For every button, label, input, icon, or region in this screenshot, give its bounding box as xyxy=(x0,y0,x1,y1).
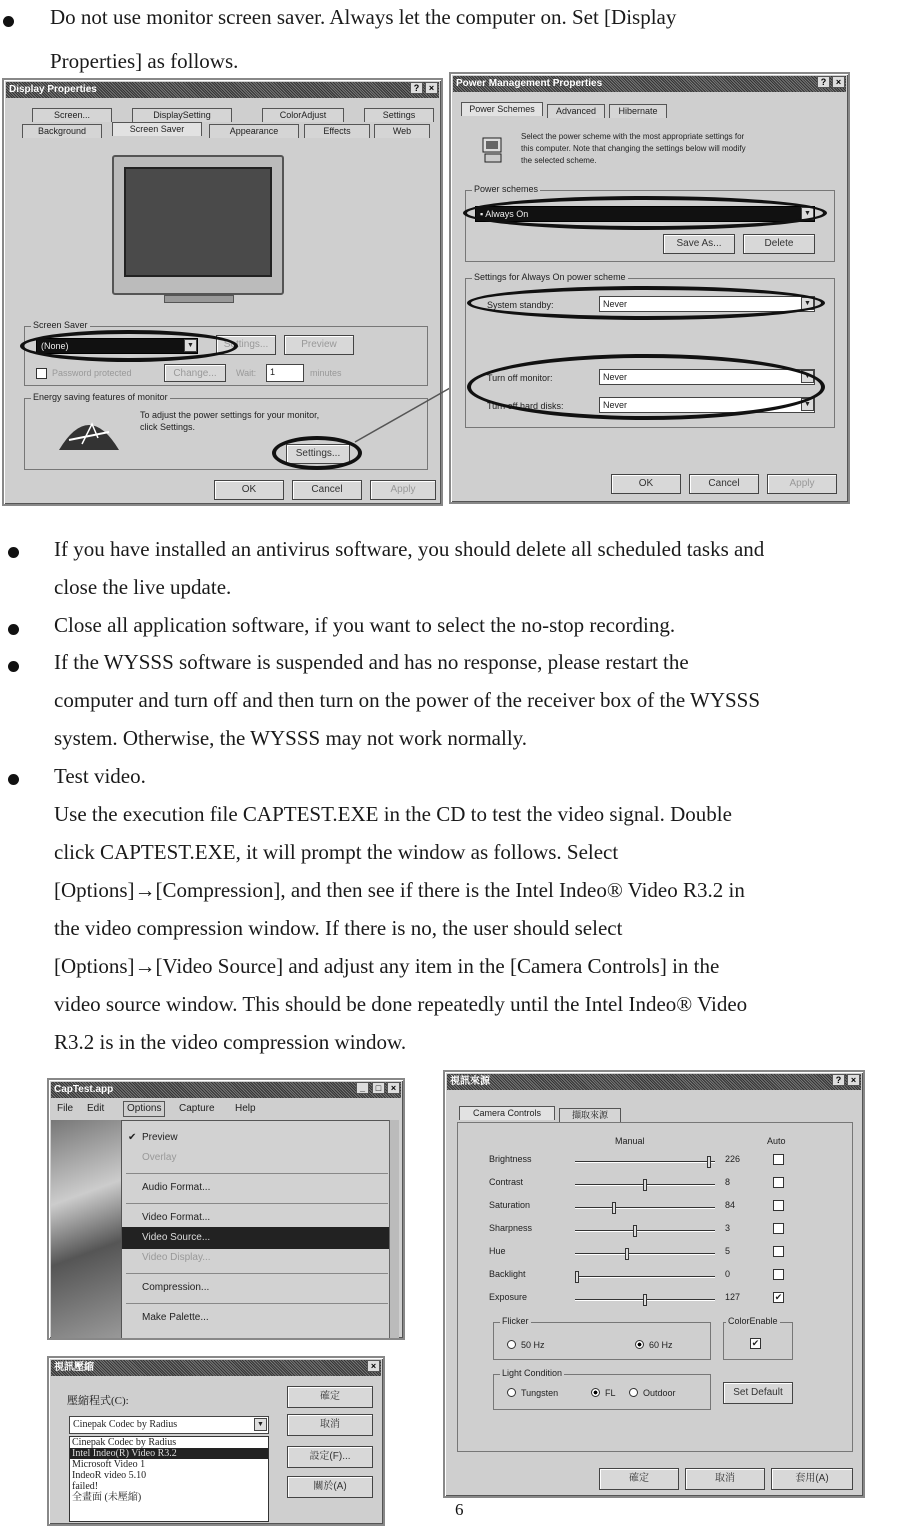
outdoor-label: Outdoor xyxy=(643,1388,676,1398)
help-icon[interactable]: ? xyxy=(832,1074,845,1086)
close-icon[interactable]: × xyxy=(832,76,845,88)
flicker-50-label: 50 Hz xyxy=(521,1340,545,1350)
tab-effects[interactable]: Effects xyxy=(304,124,370,138)
energy-group: Energy saving features of monitor xyxy=(24,398,428,470)
control-value: 127 xyxy=(725,1292,741,1302)
monitor-select[interactable]: Never xyxy=(599,369,815,385)
compression-ok-button[interactable]: 確定 xyxy=(287,1386,373,1408)
bullet-4-line-2: click CAPTEST.EXE, it will prompt the window as follows. Select xyxy=(54,840,619,864)
video-source-titlebar: 視訊來源 xyxy=(447,1074,861,1090)
highlight-settings xyxy=(272,436,362,470)
monitor-preview xyxy=(112,155,284,295)
bullet-dot xyxy=(8,661,19,672)
close-icon[interactable]: × xyxy=(847,1074,860,1086)
energy-text-1: To adjust the power settings for your monitor, xyxy=(140,410,320,420)
fl-radio[interactable] xyxy=(591,1388,600,1397)
video-source-dialog xyxy=(443,1070,865,1498)
cancel-button[interactable]: Cancel xyxy=(689,474,759,494)
page-number: 6 xyxy=(455,1500,464,1519)
maximize-icon[interactable]: □ xyxy=(372,1082,385,1094)
tungsten-label: Tungsten xyxy=(521,1388,559,1398)
tab-advanced[interactable]: Advanced xyxy=(547,104,605,118)
tab-settings[interactable]: Settings xyxy=(364,108,434,122)
ok-button[interactable]: OK xyxy=(214,480,284,500)
slider-thumb[interactable] xyxy=(707,1156,711,1168)
compression-titlebar: 視訊壓縮 xyxy=(51,1360,381,1376)
close-icon[interactable]: × xyxy=(387,1082,400,1094)
slider-thumb[interactable] xyxy=(612,1202,616,1214)
menu-item-overlay[interactable]: Overlay xyxy=(142,1152,177,1163)
list-item[interactable]: Cinepak Codec by Radius xyxy=(72,1437,177,1448)
control-value: 8 xyxy=(725,1177,731,1187)
control-value: 0 xyxy=(725,1269,731,1279)
bullet-dot xyxy=(8,547,19,558)
menu-help[interactable]: Help xyxy=(235,1103,256,1114)
tab-appearance[interactable]: Appearance xyxy=(209,124,299,138)
chevron-down-icon[interactable]: ▼ xyxy=(801,398,814,411)
outdoor-radio[interactable] xyxy=(629,1388,638,1397)
light-condition-group: Light Condition xyxy=(493,1374,711,1410)
intro-line-2: Properties] as follows. xyxy=(50,49,239,73)
menu-edit[interactable]: Edit xyxy=(87,1103,105,1114)
password-checkbox[interactable] xyxy=(36,368,47,379)
control-label: Hue xyxy=(489,1246,506,1256)
tab-background[interactable]: Background xyxy=(22,124,102,138)
computer-icon xyxy=(481,136,505,164)
energy-settings-button[interactable]: Settings... xyxy=(286,444,350,464)
power-properties-titlebar: Power Management Properties xyxy=(453,76,846,92)
auto-header: Auto xyxy=(767,1136,786,1146)
control-label: Sharpness xyxy=(489,1223,533,1233)
control-slider[interactable] xyxy=(575,1184,715,1186)
tab-display-setting[interactable]: DisplaySetting xyxy=(132,108,232,122)
list-item[interactable]: Microsoft Video 1 xyxy=(72,1459,146,1470)
bullet-4-line-5: [Options]→[Video Source] and adjust any item in the [Camera Controls] in the xyxy=(54,954,720,978)
menu-item-audio-format[interactable]: Audio Format... xyxy=(142,1182,211,1193)
highlight-monitor-disks xyxy=(467,354,825,420)
disks-label: Turn off hard disks: xyxy=(487,401,564,411)
standby-label: System standby: xyxy=(487,300,554,310)
bullet-3-line-3: system. Otherwise, the WYSSS may not work normally. xyxy=(54,726,528,750)
manual-header: Manual xyxy=(615,1136,645,1146)
colorenable-group: ColorEnable xyxy=(723,1322,793,1360)
control-label: Contrast xyxy=(489,1177,524,1187)
captest-titlebar: CapTest.app xyxy=(51,1082,401,1098)
help-icon[interactable]: ? xyxy=(410,82,423,94)
cancel-button[interactable]: Cancel xyxy=(292,480,362,500)
password-label: Password protected xyxy=(52,368,132,378)
screen-saver-settings-button[interactable]: Settings... xyxy=(216,335,276,355)
tab-web[interactable]: Web xyxy=(374,124,430,138)
change-button[interactable]: Change... xyxy=(164,364,226,382)
minimize-icon[interactable]: _ xyxy=(356,1082,369,1094)
tab-hibernate[interactable]: Hibernate xyxy=(609,104,667,118)
bullet-3-line-1: If the WYSSS software is suspended and has no response, please restart the xyxy=(54,650,689,674)
power-scheme-select[interactable]: ▪ Always On xyxy=(475,206,815,222)
bullet-4-line-4: the video compression window. If there is no, the user should select xyxy=(54,916,623,940)
power-desc-2: this computer. Note that changing the settings below will modify xyxy=(521,144,746,153)
help-icon[interactable]: ? xyxy=(817,76,830,88)
set-default-button[interactable]: Set Default xyxy=(723,1382,793,1404)
slider-thumb[interactable] xyxy=(643,1179,647,1191)
flicker-60-label: 60 Hz xyxy=(649,1340,673,1350)
bullet-4-line-7: R3.2 is in the video compression window. xyxy=(54,1030,407,1054)
power-desc-3: the selected scheme. xyxy=(521,156,597,165)
highlight-standby xyxy=(467,286,825,320)
slider-thumb[interactable] xyxy=(625,1248,629,1260)
battery-icon: ▪ xyxy=(480,209,486,219)
compression-cancel-button[interactable]: 取消 xyxy=(287,1414,373,1436)
source-apply-button[interactable]: 套用(A) xyxy=(771,1468,853,1490)
slider-thumb[interactable] xyxy=(575,1271,579,1283)
menu-separator xyxy=(126,1173,388,1174)
bullet-2: Close all application software, if you want to select the no-stop recording. xyxy=(54,613,676,637)
control-slider[interactable] xyxy=(575,1207,715,1209)
chevron-down-icon[interactable]: ▼ xyxy=(254,1418,267,1431)
menu-separator xyxy=(126,1203,388,1204)
auto-checkbox[interactable] xyxy=(773,1200,784,1211)
power-settings-group: Settings for Always On power scheme xyxy=(465,278,835,428)
close-icon[interactable]: × xyxy=(425,82,438,94)
menu-separator xyxy=(126,1273,388,1274)
fl-label: FL xyxy=(605,1388,616,1398)
control-value: 3 xyxy=(725,1223,731,1233)
compressor-select[interactable]: Cinepak Codec by Radius xyxy=(69,1416,269,1434)
highlight-screen-saver xyxy=(20,330,238,362)
chevron-down-icon[interactable]: ▼ xyxy=(801,207,814,220)
tab-color-adjust[interactable]: ColorAdjust xyxy=(262,108,344,122)
compression-config-button[interactable]: 設定(F)... xyxy=(287,1446,373,1468)
control-value: 84 xyxy=(725,1200,736,1210)
colorenable-checkbox[interactable]: ✔ xyxy=(751,1338,760,1348)
video-preview xyxy=(51,1120,123,1338)
tab-screen-saver[interactable]: Screen Saver xyxy=(112,122,202,136)
compressor-label: 壓縮程式(C): xyxy=(67,1395,129,1407)
apply-button[interactable]: Apply xyxy=(767,474,837,494)
monitor-stand xyxy=(164,295,234,303)
monitor-label: Turn off monitor: xyxy=(487,373,553,383)
compression-about-button[interactable]: 關於(A) xyxy=(287,1476,373,1498)
vertical-scrollbar[interactable] xyxy=(389,1120,399,1338)
disks-select[interactable]: Never xyxy=(599,397,815,413)
menu-item-video-format[interactable]: Video Format... xyxy=(142,1212,211,1223)
menu-item-make-palette[interactable]: Make Palette... xyxy=(142,1312,209,1323)
tungsten-radio[interactable] xyxy=(507,1388,516,1397)
wait-label: Wait: xyxy=(236,368,257,378)
auto-checkbox[interactable] xyxy=(773,1223,784,1234)
energy-star-logo xyxy=(54,410,124,452)
source-cancel-button[interactable]: 取消 xyxy=(685,1468,765,1490)
control-label: Backlight xyxy=(489,1269,526,1279)
menu-file[interactable]: File xyxy=(57,1103,74,1114)
menu-options[interactable]: Options xyxy=(123,1101,165,1117)
captest-window xyxy=(47,1078,405,1340)
list-item[interactable]: 全畫面 (未壓縮) xyxy=(72,1492,142,1503)
power-desc-1: Select the power scheme with the most appropriate settings for xyxy=(521,132,745,141)
menu-item-video-source[interactable]: Video Source... xyxy=(122,1227,392,1249)
screen-saver-select[interactable]: (None) xyxy=(36,338,198,354)
close-icon[interactable]: × xyxy=(367,1360,380,1372)
bullet-1-line-1: If you have installed an antivirus software, you should delete all scheduled tasks and xyxy=(54,537,765,561)
power-properties-window xyxy=(449,72,850,504)
control-value: 226 xyxy=(725,1154,741,1164)
list-item[interactable]: IndeoR video 5.10 xyxy=(72,1470,147,1481)
bullet-4-line-1: Use the execution file CAPTEST.EXE in the CD to test the video signal. Double xyxy=(54,802,732,826)
wait-input[interactable]: 1 xyxy=(266,364,304,382)
monitor-screen xyxy=(124,167,272,277)
control-label: Exposure xyxy=(489,1292,528,1302)
chevron-down-icon[interactable]: ▼ xyxy=(801,297,814,310)
standby-select[interactable]: Never xyxy=(599,296,815,312)
bullet-dot xyxy=(3,16,14,27)
check-icon: ✔ xyxy=(128,1132,137,1143)
tab-screen[interactable]: Screen... xyxy=(32,108,112,122)
control-slider[interactable] xyxy=(575,1253,715,1255)
source-ok-button[interactable]: 確定 xyxy=(599,1468,679,1490)
menu-item-preview[interactable]: ✔ Preview xyxy=(122,1127,392,1149)
compression-dialog xyxy=(47,1356,385,1526)
control-slider[interactable] xyxy=(575,1276,715,1278)
flicker-50-radio[interactable] xyxy=(507,1340,516,1349)
auto-checkbox[interactable]: ✔ xyxy=(774,1292,783,1302)
menu-capture[interactable]: Capture xyxy=(179,1103,215,1114)
menu-item-compression[interactable]: Compression... xyxy=(142,1282,210,1293)
auto-checkbox[interactable] xyxy=(773,1154,784,1165)
control-label: Brightness xyxy=(489,1154,532,1164)
options-menu xyxy=(121,1120,393,1340)
bullet-4-title: Test video. xyxy=(54,764,146,788)
bullet-3-line-2: computer and turn off and then turn on the power of the receiver box of the WYSSS xyxy=(54,688,761,712)
bullet-1-line-2: close the live update. xyxy=(54,575,232,599)
tab-capture-source[interactable]: 擷取來源 xyxy=(559,1108,621,1122)
slider-thumb[interactable] xyxy=(633,1225,637,1237)
bullet-4-line-3: [Options]→[Compression], and then see if there is the Intel Indeo® Video R3.2 in xyxy=(54,878,745,902)
bullet-dot xyxy=(8,624,19,635)
energy-text-2: click Settings. xyxy=(140,422,196,432)
flicker-60-radio[interactable] xyxy=(635,1340,644,1349)
preview-button[interactable]: Preview xyxy=(284,335,354,355)
bullet-4-line-6: video source window. This should be done repeatedly until the Intel Indeo® Video xyxy=(54,992,748,1016)
tab-power-schemes[interactable]: Power Schemes xyxy=(461,102,543,116)
highlight-power-scheme xyxy=(463,196,827,230)
control-label: Saturation xyxy=(489,1200,531,1210)
menu-bar xyxy=(51,1100,401,1118)
compressor-list[interactable] xyxy=(69,1436,269,1522)
control-slider[interactable] xyxy=(575,1161,715,1163)
chevron-down-icon[interactable]: ▼ xyxy=(801,370,814,383)
slider-thumb[interactable] xyxy=(643,1294,647,1306)
menu-separator xyxy=(126,1303,388,1304)
connector-line xyxy=(350,380,460,450)
control-slider[interactable] xyxy=(575,1299,715,1301)
menu-item-video-display[interactable]: Video Display... xyxy=(142,1252,211,1263)
list-item[interactable]: failed! xyxy=(72,1481,99,1492)
tab-camera-controls[interactable]: Camera Controls xyxy=(459,1106,555,1120)
list-item[interactable]: Intel Indeo(R) Video R3.2 xyxy=(70,1448,268,1459)
power-schemes-group: Power schemes xyxy=(465,190,835,262)
display-properties-titlebar: Display Properties xyxy=(6,82,439,98)
delete-button[interactable]: Delete xyxy=(743,234,815,254)
intro-line-1: Do not use monitor screen saver. Always let the computer on. Set [Display xyxy=(50,5,677,29)
save-as-button[interactable]: Save As... xyxy=(663,234,735,254)
apply-button[interactable]: Apply xyxy=(370,480,436,500)
bullet-dot xyxy=(8,774,19,785)
screen-saver-group: Screen Saver xyxy=(24,326,428,386)
minutes-label: minutes xyxy=(310,368,342,378)
control-value: 5 xyxy=(725,1246,731,1256)
auto-checkbox[interactable] xyxy=(773,1269,784,1280)
ok-button[interactable]: OK xyxy=(611,474,681,494)
flicker-group: Flicker xyxy=(493,1322,711,1360)
auto-checkbox[interactable] xyxy=(773,1246,784,1257)
control-slider[interactable] xyxy=(575,1230,715,1232)
chevron-down-icon[interactable]: ▼ xyxy=(184,339,197,352)
auto-checkbox[interactable] xyxy=(773,1177,784,1188)
